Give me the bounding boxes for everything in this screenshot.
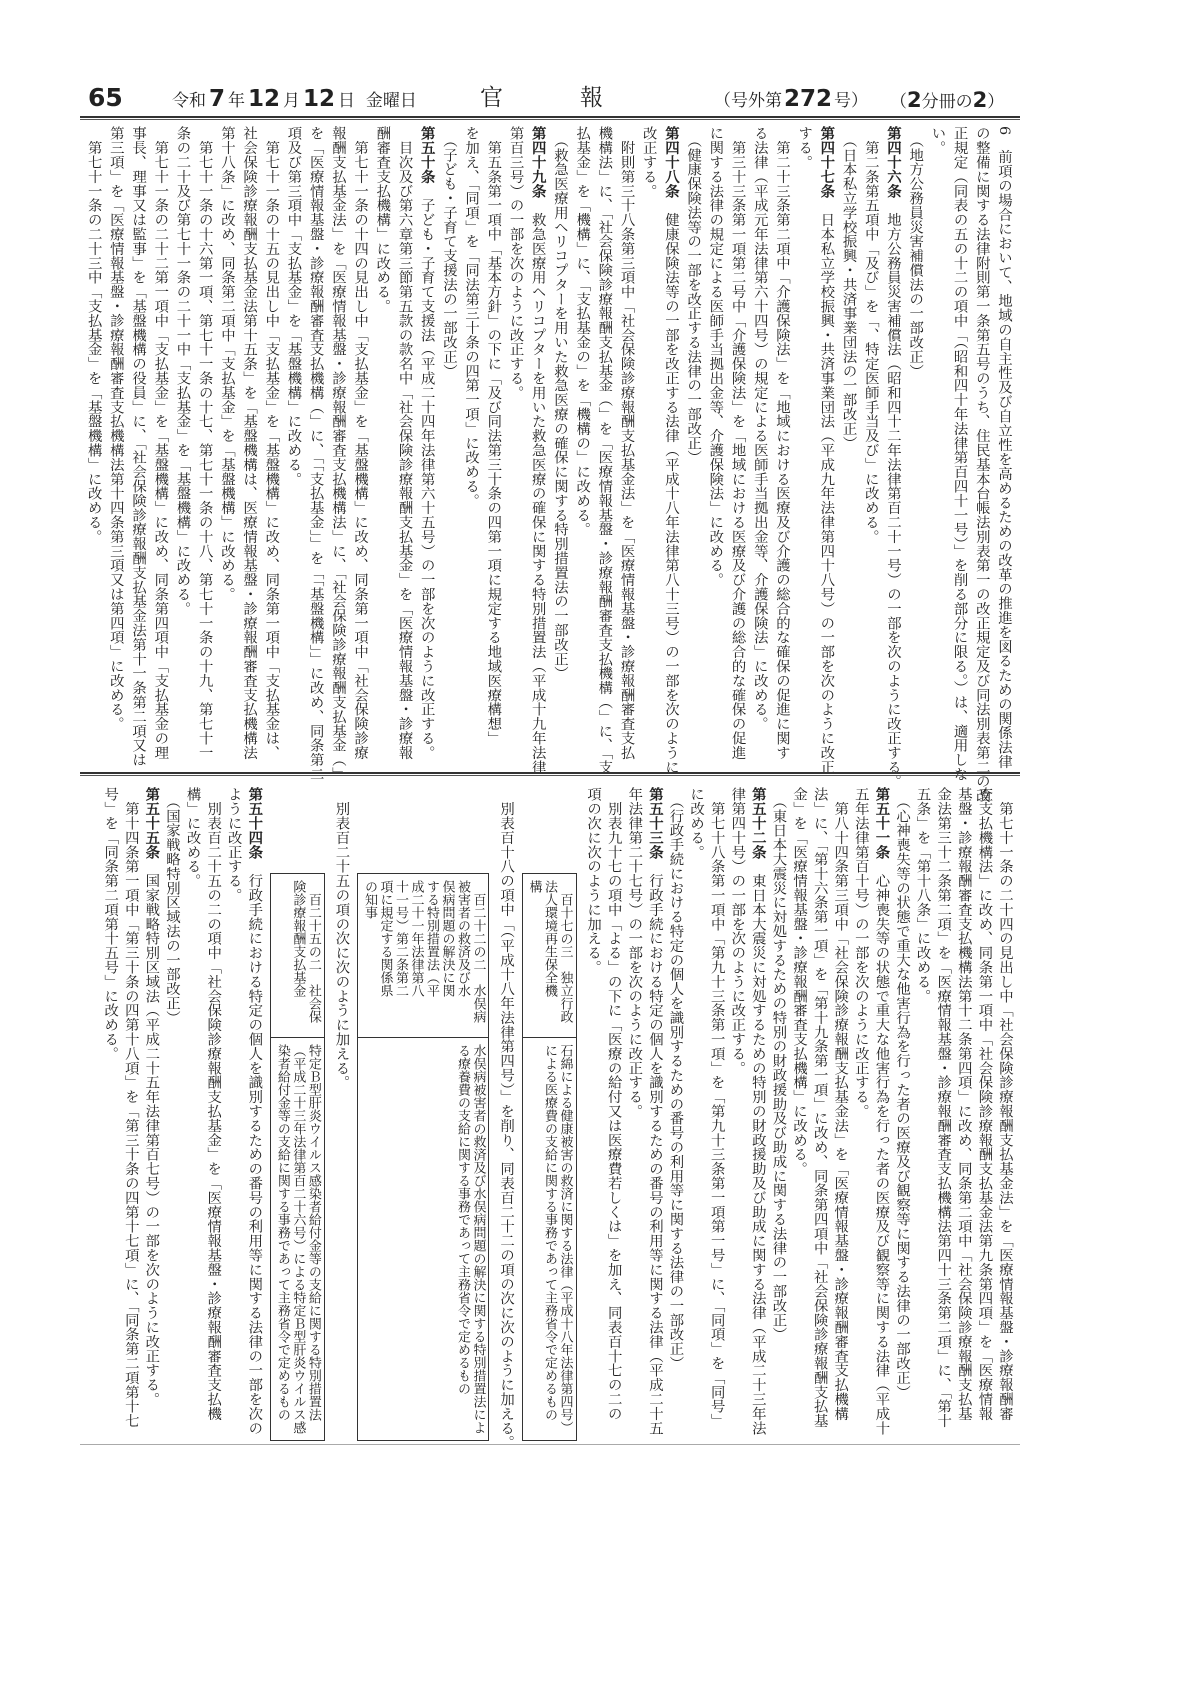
cell-text-line: 俣病問題の解決に関 — [439, 880, 455, 997]
line-text: （心神喪失等の状態で重大な他害行為を行った者の医療及び観察等に関する法律の一部改正） — [894, 787, 911, 1399]
line-text: 第七十一条の二十四の見出し中「社会保険診療報酬支払基金法」を「医療情報基盤・診療報酬審 — [997, 787, 1013, 1421]
cell-text-line: する特別措置法（平 — [423, 880, 439, 997]
text-line — [726, 126, 748, 766]
cell-text-line: 百二十五の二 社会保 — [305, 880, 321, 1023]
line-text: 第五条第一項中「基本方針」の下に「及び同法第三十条の四第一項に規定する地域医療構想」 — [485, 126, 502, 746]
cell-text-line: （平成二十三年法律第百二十六号）による特定Ｂ型肝炎ウイルス感 — [290, 1044, 306, 1434]
lower-text-section — [80, 787, 1015, 1450]
cell-text-line: 構 — [526, 880, 542, 893]
month-unit: 月 — [283, 91, 301, 111]
text-line — [993, 126, 1015, 769]
article-number: 第四十七条 — [818, 126, 835, 198]
article-number: 第四十八条 — [662, 126, 679, 198]
text-line — [837, 126, 859, 766]
gazette-title-po: 報 — [580, 85, 603, 111]
table-2-item-cell — [358, 874, 488, 1038]
text-line — [327, 126, 349, 782]
text-line — [593, 126, 615, 774]
footer-rule — [80, 1444, 1020, 1445]
line-text: 国家戦略特別区域法（平成二十五年法律第百七号）の一部を次のように改正する。 — [143, 859, 160, 1407]
text-line — [223, 787, 244, 1442]
text-line — [482, 126, 504, 766]
line-text: 日本私立学校振興・共済事業団法（平成九年法律第四十八号）の一部を次のように改正 — [818, 198, 835, 774]
line-text: 金法第三十二条第二項」を「医療情報基盤・診療報酬審査支払機構法第四十三条第二項」に、「第十 — [935, 787, 952, 1428]
table-1-item-cell — [523, 874, 576, 1038]
appendix-table-1 — [522, 873, 577, 1441]
text-line — [549, 126, 571, 766]
text-line — [393, 126, 415, 766]
line-text: （行政手続における特定の個人を識別するための番号の利用等に関する法律の一部改正） — [667, 787, 684, 1371]
line-text: 子ども・子育て支援法（平成二十四年法律第六十五号）の一部を次のように改正する。 — [418, 183, 435, 760]
line-text: 第十四条第一項中「第三十条の四第十八項」を「第三十条の四第十七項」に、「同条第二項第十七 — [122, 787, 139, 1428]
text-line — [371, 126, 393, 766]
line-text: 社会保険診療報酬支払基金法第十五条」を「基盤機構は、医療情報基盤・診療報酬審査支払機構法 — [241, 126, 258, 760]
text-line — [203, 787, 224, 1442]
volume-label — [890, 87, 1004, 112]
text-line — [953, 787, 974, 1442]
cell-text-line: 染者給付金等の支給に関する事務であって主務省令で定めるもの — [274, 1044, 290, 1421]
upper-text-section — [80, 126, 1015, 803]
cell-text-line: による医療費の支給に関する事務であって主務省令で定めるもの — [542, 1044, 558, 1421]
table-3-item-cell — [271, 874, 324, 1038]
line-text: 酬審査支払機構」に改める。 — [374, 126, 391, 314]
line-text: 報酬支払基金法」を「医療情報基盤・診療報酬審査支払機構法」に、「社会保険診療報酬支払基金（」 — [329, 126, 346, 782]
article-heading-line — [527, 126, 549, 774]
line-text: 基盤・診療報酬審査支払機構法第十二条第四項」に改め、同条第二項中「社会保険診療報酬支払基 — [955, 787, 972, 1421]
text-line — [193, 126, 215, 766]
text-line — [926, 126, 948, 766]
text-line — [727, 787, 748, 1442]
line-text: に関する法律の規定による医師手当拠出金等、介護保険法」に改める。 — [707, 126, 724, 587]
cell-text-line: 十一号）第二条第二 — [392, 880, 408, 997]
line-text: （子ども・子育て支援法の一部改正） — [440, 126, 457, 378]
line-text: 第七十一条の十四の見出し中「支払基金」を「基盤機構」に改め、同条第一項中「社会保険診療 — [352, 126, 369, 760]
text-line — [603, 787, 624, 1442]
vol-pre: （ — [890, 92, 907, 112]
line-text: の整備に関する法律附則第一条第五号のうち、住民基本台帳法別表第一の改正規定及び同法別表第二の改 — [973, 126, 990, 803]
text-line — [788, 787, 809, 1442]
line-text: （救急医療用ヘリコプターを用いた救急医療の確保に関する特別措置法の一部改正） — [551, 126, 568, 681]
article-number: 第五十二条 — [749, 787, 766, 859]
article-heading-line — [815, 126, 837, 774]
page-number: 65 — [88, 83, 123, 112]
text-line — [891, 787, 912, 1442]
lines-group-d — [100, 787, 265, 1442]
line-text: 第七十八条第一項中「第九十三条第一項」を「第九十三条第一項第一号」に、「同項」を「同号」 — [708, 787, 725, 1428]
line-text: 第百三号）の一部を次のように改正する。 — [507, 126, 524, 400]
text-line — [809, 787, 830, 1442]
article-number: 第四十六条 — [884, 126, 901, 198]
weekday: 金曜日 — [365, 91, 417, 111]
year: 7 — [209, 86, 226, 112]
header-rule — [80, 116, 1020, 120]
text-line — [260, 126, 282, 766]
text-line — [238, 126, 260, 766]
article-heading-line — [244, 787, 265, 1442]
cell-text-line: 法人環境再生保全機 — [542, 880, 558, 997]
vol-post: 分冊の — [921, 92, 973, 112]
text-line — [82, 126, 104, 766]
line-text: 五条」を「第十八条」に改める。 — [914, 787, 931, 1003]
line-text: 機構法」に、「社会保険診療報酬支払基金（」を「医療情報基盤・診療報酬審査支払機構（」に、「支 — [596, 126, 613, 774]
line-text: 目次及び第六章第三節第五款の款名中「社会保険診療報酬支払基金」を「医療情報基盤・診療報 — [396, 126, 413, 760]
line-text: する。 — [796, 126, 813, 170]
line-text: 心神喪失等の状態で重大な他害行為を行った者の医療及び観察等に関する法律（平成十 — [873, 859, 890, 1435]
vol-no2: 2 — [972, 88, 988, 112]
text-line — [282, 126, 304, 766]
table-2-task-cell — [358, 1038, 488, 1440]
year-unit: 年 — [228, 91, 246, 111]
line-text: 第十八条」に改め、同条第二項中「支払基金」を「基盤機構」に改める。 — [218, 126, 235, 602]
text-line — [100, 787, 121, 1442]
text-line — [216, 126, 238, 766]
text-line — [583, 787, 604, 1442]
line-text: 第二十三条第二項中「介護保険法」を「地域における医療及び介護の総合的な確保の促進に関す — [773, 126, 790, 760]
text-line — [460, 126, 482, 766]
text-line — [624, 787, 645, 1442]
text-line — [127, 126, 149, 766]
cell-text-line: 百十七の三 独立行政 — [557, 880, 573, 1023]
line-text: 地方公務員災害補償法（昭和四十二年法律第百二十一号）の一部を次のように改正する。 — [884, 198, 901, 789]
line-text: 第二条第五項中「及び」を「、特定医師手当及び」に改める。 — [862, 126, 879, 544]
line-text: 正規定（同表の五の十二の項中「（昭和四十年法律第百四十一号）」を削る部分に限る。）は、適用しな — [951, 126, 968, 782]
text-line — [171, 126, 193, 766]
article-heading-line — [644, 787, 665, 1442]
text-line — [105, 126, 127, 766]
text-line — [686, 787, 707, 1442]
line-text: 年法律第二十七号）の一部を次のように改正する。 — [626, 787, 643, 1119]
text-line — [571, 126, 593, 766]
article-number: 第五十条 — [418, 126, 435, 184]
line-text: 6 前項の場合において、地域の自主性及び自立性を高めるための改革の推進を図るための関係法律 — [996, 126, 1012, 769]
line-text: 救急医療用ヘリコプターを用いた救急医療の確保に関する特別措置法（平成十九年法律 — [529, 198, 546, 774]
text-line — [768, 787, 789, 1442]
line-text: い。 — [929, 126, 946, 155]
line-text: （日本私立学校振興・共済事業団法の一部改正） — [840, 126, 857, 450]
line-text: る法律（平成元年法律第六十四号）の規定による医師手当拠出金等、介護保険法」に改める。 — [751, 126, 768, 731]
text-line — [974, 787, 995, 1442]
text-line — [305, 126, 327, 782]
article-heading-line — [747, 787, 768, 1442]
text-line — [948, 126, 970, 782]
cell-text-line: 被害者の救済及び水 — [454, 880, 470, 997]
line-text: 法」に、「第十六条第一項」を「第十九条第一項」に改め、同条第四項中「社会保険診療報酬支払基 — [811, 787, 828, 1428]
line-text: 第三項」を「医療情報基盤・診療報酬審査支払機構法第十四条第三項又は第四項」に改める。 — [107, 126, 124, 731]
day: 12 — [303, 86, 336, 112]
article-number: 第四十九条 — [529, 126, 546, 198]
cell-text-line: 険診療報酬支払基金 — [290, 880, 306, 997]
cell-text-line: 項に規定する関係県 — [377, 880, 393, 997]
cell-text-line: 特定Ｂ型肝炎ウイルス感染者給付金等の支給に関する特別措置法 — [305, 1044, 321, 1421]
line-text: 構」に改める。 — [184, 787, 201, 888]
text-line — [665, 787, 686, 1442]
section-divider — [80, 772, 1020, 776]
line-text: 項の次に次のように加える。 — [585, 787, 602, 975]
line-text: 号」を「同条第二項第十五号」に改める。 — [102, 787, 119, 1061]
line-text: 事長、理事又は監事」を「基盤機構の役員」に、「社会保険診療報酬支払基金法第十一条第二項又は — [130, 126, 147, 767]
issue-date — [172, 86, 417, 112]
line-text: 金」を「医療情報基盤・診療報酬審査支払機構」に改める。 — [791, 787, 808, 1176]
text-line — [706, 787, 727, 1442]
day-unit: 日 — [338, 91, 356, 111]
text-line — [638, 126, 660, 766]
text-line — [182, 787, 203, 1442]
gazette-title-kan: 官 — [480, 85, 503, 111]
text-line — [438, 126, 460, 766]
text-line — [749, 126, 771, 766]
line-text: 行政手続における特定の個人を識別するための番号の利用等に関する法律の一部を次の — [246, 859, 263, 1435]
line-text: 第八十四条第三項中「社会保険診療報酬支払基金法」を「医療情報基盤・診療報酬審査支払機構 — [832, 787, 849, 1421]
article-number: 第五十四条 — [246, 787, 263, 859]
line-text: 条の二十及び第七十一条の二十一中「支払基金」を「基盤機構」に改める。 — [174, 126, 191, 616]
cell-text-line: の知事 — [361, 880, 377, 919]
text-line — [615, 126, 637, 766]
line-text: 第三十三条第一項第二号中「介護保険法」を「地域における医療及び介護の総合的な確保の促進 — [729, 126, 746, 760]
issue-no: 272 — [784, 86, 833, 112]
cell-text-line: 百二十二の二 水俣病 — [470, 880, 486, 1023]
text-line — [933, 787, 954, 1442]
amendment-line: 別表百十八の項中「（平成十八年法律第四号）」を削り、同表百二十二の項の次に次のように加える。 — [498, 787, 515, 1450]
line-text: 附則第三十八条第三項中「社会保険診療報酬支払基金法」を「医療情報基盤・診療報酬審査支払 — [618, 126, 635, 760]
line-text: 健康保険法等の一部を改正する法律（平成十八年法律第八十三号）の一部を次のように — [662, 198, 679, 774]
line-text: 五年法律第百十号）の一部を次のように改正する。 — [852, 787, 869, 1119]
line-text: 査支払機構法」に改め、同条第一項中「社会保険診療報酬支払基金法第九条第四項」を「医療情報 — [976, 787, 993, 1421]
lines-group-a — [583, 787, 1015, 1442]
line-text: を「医療情報基盤・診療報酬審査支払機構（」に、「「支払基金」」を「「基盤機構」」に改め、同条第二 — [307, 126, 324, 782]
vol-end: ） — [987, 92, 1005, 112]
line-text: に改める。 — [688, 787, 705, 859]
text-line — [850, 787, 871, 1442]
line-text: （東日本大震災に対処するための特別の財政援助及び助成に関する法律の一部改正） — [770, 787, 787, 1342]
text-line — [971, 126, 993, 803]
month: 12 — [248, 86, 281, 112]
article-heading-line — [871, 787, 892, 1442]
line-text: 項及び第三項中「支払基金」を「基盤機構」に改める。 — [285, 126, 302, 486]
text-line — [704, 126, 726, 766]
article-number: 第五十一条 — [873, 787, 890, 859]
cell-text-line: 石綿による健康被害の救済に関する法律（平成十八年法律第四号） — [557, 1044, 573, 1434]
text-line — [120, 787, 141, 1442]
article-number: 第五十五条 — [143, 787, 160, 859]
text-line — [994, 787, 1015, 1442]
line-text: 第七十一条の二十二第一項中「支払基金」を「基盤機構」に改め、同条第四項中「支払基金の理 — [152, 126, 169, 760]
line-text: （地方公務員災害補償法の一部改正） — [907, 126, 924, 378]
text-line — [860, 126, 882, 766]
gazette-header — [84, 78, 1014, 118]
cell-text-line: 成二十一年法律第八 — [408, 880, 424, 997]
text-line — [793, 126, 815, 766]
line-text: 東日本大震災に対処するための特別の財政援助及び助成に関する法律（平成二十三年法 — [749, 859, 766, 1435]
appendix-table-2 — [357, 873, 489, 1441]
era: 令和 — [172, 91, 206, 111]
text-line — [161, 787, 182, 1442]
table-1-task-cell — [523, 1038, 576, 1440]
article-heading-line — [416, 126, 438, 766]
text-line — [349, 126, 371, 766]
table-3-task-cell — [271, 1038, 324, 1440]
appendix-table-3 — [270, 873, 325, 1441]
line-text: 払基金」を「機構」に、「支払基金の」を「機構の」に改める。 — [574, 126, 591, 537]
line-text: 第七十一条の二十三中「支払基金」を「基盤機構」に改める。 — [85, 126, 102, 544]
line-text: 別表九十七の項中「よる」の下に「医療の給付又は医療費若しくは」を加え、同表百十七の二の — [605, 787, 622, 1421]
line-text: ように改正する。 — [225, 787, 242, 903]
text-line — [149, 126, 171, 766]
text-line — [771, 126, 793, 766]
article-heading-line — [660, 126, 682, 774]
text-line — [682, 126, 704, 766]
line-text: 行政手続における特定の個人を識別するための番号の利用等に関する法律（平成二十五 — [646, 859, 663, 1435]
line-text: 第七十一条の十五の見出し中「支払基金」を「基盤機構」に改め、同条第一項中「支払基金は、 — [263, 126, 280, 760]
line-text: （健康保険法等の一部を改正する法律の一部改正） — [685, 126, 702, 465]
article-heading-line — [882, 126, 904, 789]
text-line — [904, 126, 926, 766]
article-number: 第五十三条 — [646, 787, 663, 859]
line-text: 改正する。 — [640, 126, 657, 198]
line-text: 律第四十号）の一部を次のように改正する。 — [729, 787, 746, 1075]
issue-number — [714, 86, 868, 112]
vol-no: 2 — [907, 88, 922, 112]
line-text: 別表百二十五の二の項中「社会保険診療報酬支払基金」を「医療情報基盤・診療報酬審査支払機 — [205, 787, 222, 1421]
cell-text-line: る療養費の支給に関する事務であって主務省令で定めるもの — [454, 1044, 470, 1395]
article-heading-line — [141, 787, 162, 1442]
amendment-line: 別表百二十五の項の次に次のように加える。 — [333, 787, 350, 1090]
line-text: （国家戦略特別区域法の一部改正） — [163, 787, 180, 1025]
line-text: を加え、「同項」を「同法第三十条の四第一項」に改める。 — [463, 126, 480, 508]
line-text: 第七十一条の十六第一項、第七十一条の十七、第七十一条の十八、第七十一条の十九、第七十一 — [196, 126, 213, 760]
issue-pre: （号外第 — [714, 91, 782, 111]
cell-text-line: 水俣病被害者の救済及び水俣病問題の解決に関する特別措置法によ — [470, 1044, 486, 1434]
issue-post: 号） — [834, 91, 869, 111]
text-line — [504, 126, 526, 766]
text-line — [912, 787, 933, 1442]
text-line — [830, 787, 851, 1442]
